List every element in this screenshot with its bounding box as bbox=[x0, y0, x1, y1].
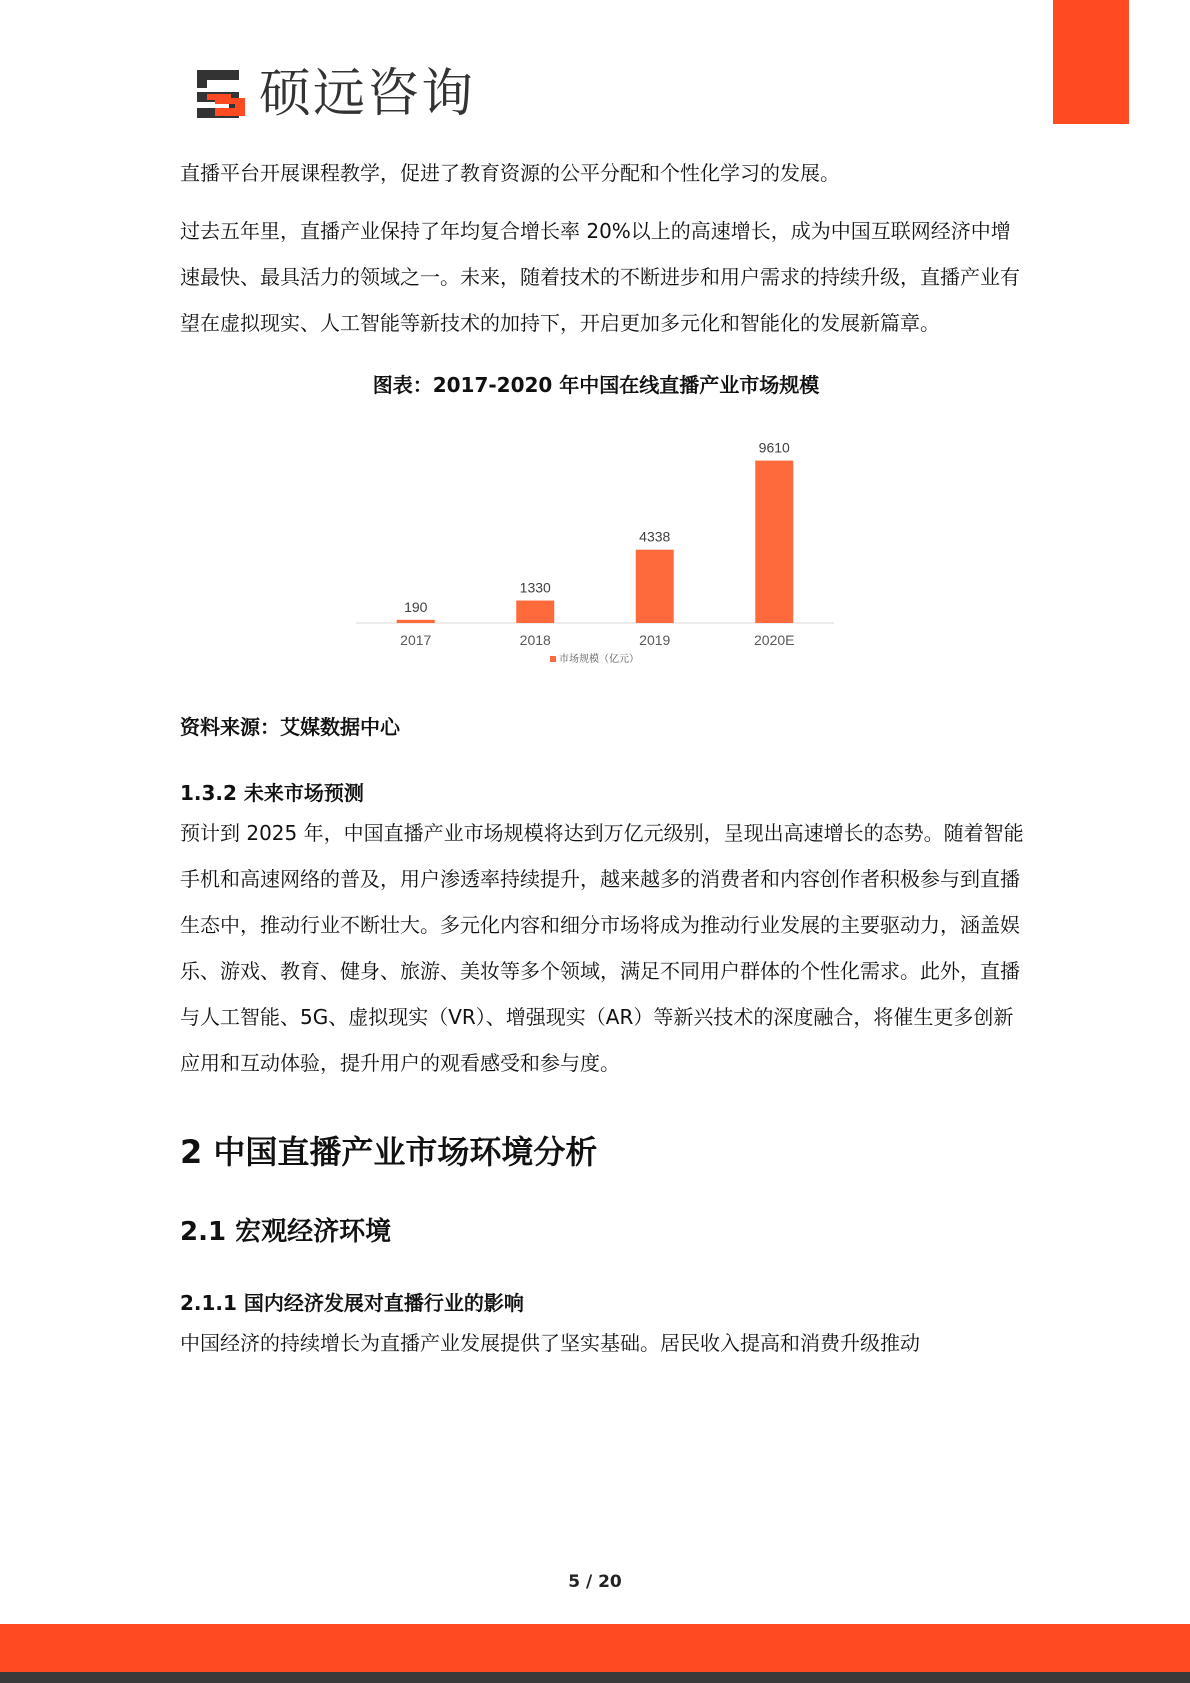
data-label-2018: 1330 bbox=[519, 579, 551, 596]
s-logo-icon bbox=[193, 66, 249, 122]
bar-2018 bbox=[516, 601, 554, 623]
bar-2020E bbox=[755, 461, 793, 623]
page-content bbox=[180, 150, 1030, 1366]
heading-2-1: 2.1 宏观经济环境 bbox=[180, 1217, 392, 1247]
bar-2019 bbox=[636, 550, 674, 623]
legend-label: 市场规模（亿元） bbox=[559, 654, 639, 665]
x-tick-label-2017: 2017 bbox=[400, 632, 432, 648]
legend-swatch bbox=[550, 656, 556, 662]
data-label-2017: 190 bbox=[404, 598, 428, 615]
brand-name: 硕远咨询 bbox=[259, 64, 476, 124]
data-label-2020E: 9610 bbox=[758, 439, 790, 456]
market-size-chart bbox=[180, 414, 1012, 694]
figure-source: 资料来源：艾媒数据中心 bbox=[180, 715, 400, 739]
forecast-paragraph: 预计到 2025 年，中国直播产业市场规模将达到万亿元级别，呈现出高速增长的态势。随着智能手机和高速网络的普及，用户渗透率持续提升，越来越多的消费者和内容创作者积极参与到直播生态中，推动行业不断壮大。多元化内容和细分市场将成为推动行业发展的主要驱动力，涵盖娱乐、游戏、教育、健身、旅游、美妆等多个领域，满足不同用户群体的个性化需求。此外，直播与人工智能、5G、虚拟现实（VR）、增强现实（AR）等新兴技术的深度融合，将催生更多创新应用和互动体验，提升用户的观看感受和参与度。 bbox=[180, 821, 1024, 1075]
x-tick-label-2020E: 2020E bbox=[754, 632, 795, 648]
heading-chapter-2: 2 中国直播产业市场环境分析 bbox=[180, 1133, 598, 1171]
footer-dark-strip bbox=[0, 1672, 1190, 1683]
chart-canvas bbox=[180, 414, 1012, 694]
page-number: 5 / 20 bbox=[568, 1572, 622, 1592]
growth-paragraph: 过去五年里，直播产业保持了年均复合增长率 20%以上的高速增长，成为中国互联网经济中增速最快、最具活力的领域之一。未来，随着技术的不断进步和用户需求的持续升级，直播产业有望在虚拟现实、人工智能等新技术的加持下，开启更加多元化和智能化的发展新篇章。 bbox=[180, 219, 1020, 335]
figure-title: 图表：2017-2020 年中国在线直播产业市场规模 bbox=[372, 373, 820, 397]
heading-2-1-1: 2.1.1 国内经济发展对直播行业的影响 bbox=[180, 1291, 524, 1315]
intro-paragraph: 直播平台开展课程教学，促进了教育资源的公平分配和个性化学习的发展。 bbox=[180, 161, 840, 185]
x-tick-label-2019: 2019 bbox=[639, 632, 671, 648]
footer-accent-band bbox=[0, 1624, 1190, 1672]
heading-1-3-2: 1.3.2 未来市场预测 bbox=[180, 781, 364, 805]
corner-accent-block bbox=[1053, 0, 1129, 124]
data-label-2019: 4338 bbox=[639, 528, 671, 545]
economy-paragraph: 中国经济的持续增长为直播产业发展提供了坚实基础。居民收入提高和消费升级推动 bbox=[180, 1331, 920, 1355]
bar-2017 bbox=[397, 620, 435, 623]
brand-logo bbox=[193, 66, 475, 122]
x-tick-label-2018: 2018 bbox=[519, 632, 551, 648]
